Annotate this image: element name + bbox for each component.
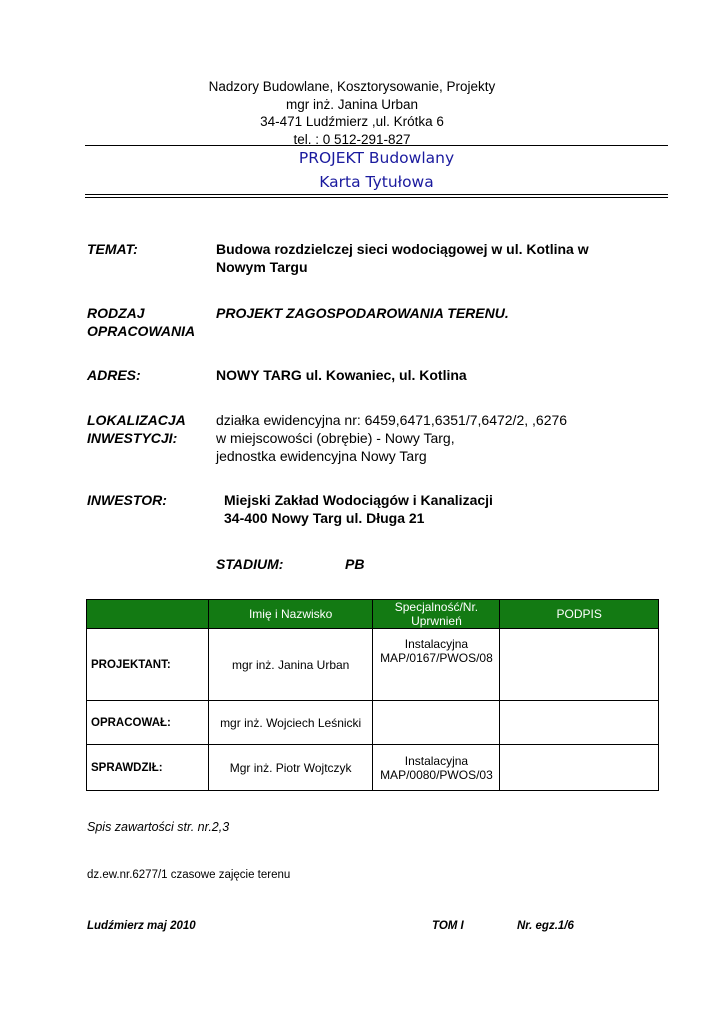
stadium-value: PB	[345, 556, 365, 572]
table-row	[87, 745, 659, 791]
table-role-cell: OPRACOWAŁ:	[87, 701, 209, 745]
spec-line1: Instalacyjna	[404, 637, 469, 651]
table-signature-cell	[500, 701, 659, 745]
divider-top	[85, 145, 668, 146]
table-row	[87, 701, 659, 745]
rodzaj-value: PROJEKT ZAGOSPODAROWANIA TERENU.	[216, 305, 509, 321]
rodzaj-label-line1: RODZAJ	[87, 305, 145, 321]
table-spec-cell	[373, 629, 500, 701]
table-header-cell: Specjalność/Nr. Uprwnień	[373, 600, 500, 629]
table-role-cell: SPRAWDZIŁ:	[87, 745, 209, 791]
table-signature-cell	[500, 745, 659, 791]
company-header	[0, 78, 724, 148]
adres-label: ADRES:	[87, 367, 141, 383]
rodzaj-label	[87, 304, 195, 340]
stadium-label: STADIUM:	[216, 556, 284, 572]
inwestor-label: INWESTOR:	[87, 492, 167, 508]
spec-line2: MAP/0167/PWOS/08	[380, 651, 493, 665]
table-header-cell: PODPIS	[500, 600, 659, 629]
company-address: 34-471 Ludźmierz ,ul. Krótka 6	[260, 114, 444, 129]
spec-line1: Instalacyjna	[404, 753, 469, 768]
table-spec-cell	[373, 701, 500, 745]
lokalizacja-value	[216, 411, 567, 465]
company-name: Nadzory Budowlane, Kosztorysowanie, Projekty	[208, 79, 496, 94]
temat-value	[216, 240, 589, 276]
table-row	[87, 629, 659, 701]
spec-line2: MAP/0080/PWOS/03	[380, 767, 493, 782]
lokalizacja-value-line3: jednostka ewidencyjna Nowy Targ	[216, 448, 427, 464]
table-header-row	[87, 600, 659, 629]
company-phone: tel. : 0 512-291-827	[293, 131, 411, 147]
inwestor-value-line1: Miejski Zakład Wodociągów i Kanalizacji	[224, 492, 493, 508]
table-name-cell: mgr inż. Wojciech Leśnicki	[208, 701, 373, 745]
table-name-cell: Mgr inż. Piotr Wojtczyk	[208, 745, 373, 791]
document-title: PROJEKT Budowlany	[298, 149, 455, 167]
contents-note: Spis zawartości str. nr.2,3	[87, 820, 230, 834]
divider-bottom	[85, 194, 668, 195]
lokalizacja-label-line2: INWESTYCJI:	[87, 430, 178, 446]
temat-value-line1: Budowa rozdzielczej sieci wodociągowej w ul. Kotlina w	[216, 241, 589, 257]
lokalizacja-label	[87, 411, 186, 447]
inwestor-value-line2: 34-400 Nowy Targ ul. Długa 21	[224, 510, 425, 526]
footer-copy-number: Nr. egz.1/6	[517, 920, 574, 932]
document-subtitle: Karta Tytułowa	[319, 173, 434, 191]
company-owner: mgr inż. Janina Urban	[285, 96, 419, 112]
adres-value: NOWY TARG ul. Kowaniec, ul. Kotlina	[216, 367, 467, 383]
lokalizacja-label-line1: LOKALIZACJA	[87, 412, 186, 428]
temat-value-line2: Nowym Targu	[216, 259, 308, 275]
table-spec-cell	[373, 745, 500, 791]
lokalizacja-value-line2: w miejscowości (obrębie) - Nowy Targ,	[216, 430, 455, 446]
footer-place-date: Ludźmierz maj 2010	[87, 920, 196, 932]
divider-bottom-double	[85, 197, 668, 198]
temat-label: TEMAT:	[87, 241, 138, 257]
footer-volume: TOM I	[432, 920, 464, 932]
table-header-cell: Imię i Nazwisko	[208, 600, 373, 629]
table-role-cell: PROJEKTANT:	[87, 629, 209, 701]
signature-table	[86, 599, 659, 791]
rodzaj-label-line2: OPRACOWANIA	[87, 323, 196, 339]
table-name-cell: mgr inż. Janina Urban	[208, 629, 373, 701]
inwestor-value	[224, 491, 493, 527]
table-signature-cell	[500, 629, 659, 701]
parcel-note: dz.ew.nr.6277/1 czasowe zajęcie terenu	[87, 869, 291, 881]
lokalizacja-value-line1: działka ewidencyjna nr: 6459,6471,6351/7,6472/2, ,6276	[216, 412, 568, 428]
table-header-cell	[87, 600, 209, 629]
